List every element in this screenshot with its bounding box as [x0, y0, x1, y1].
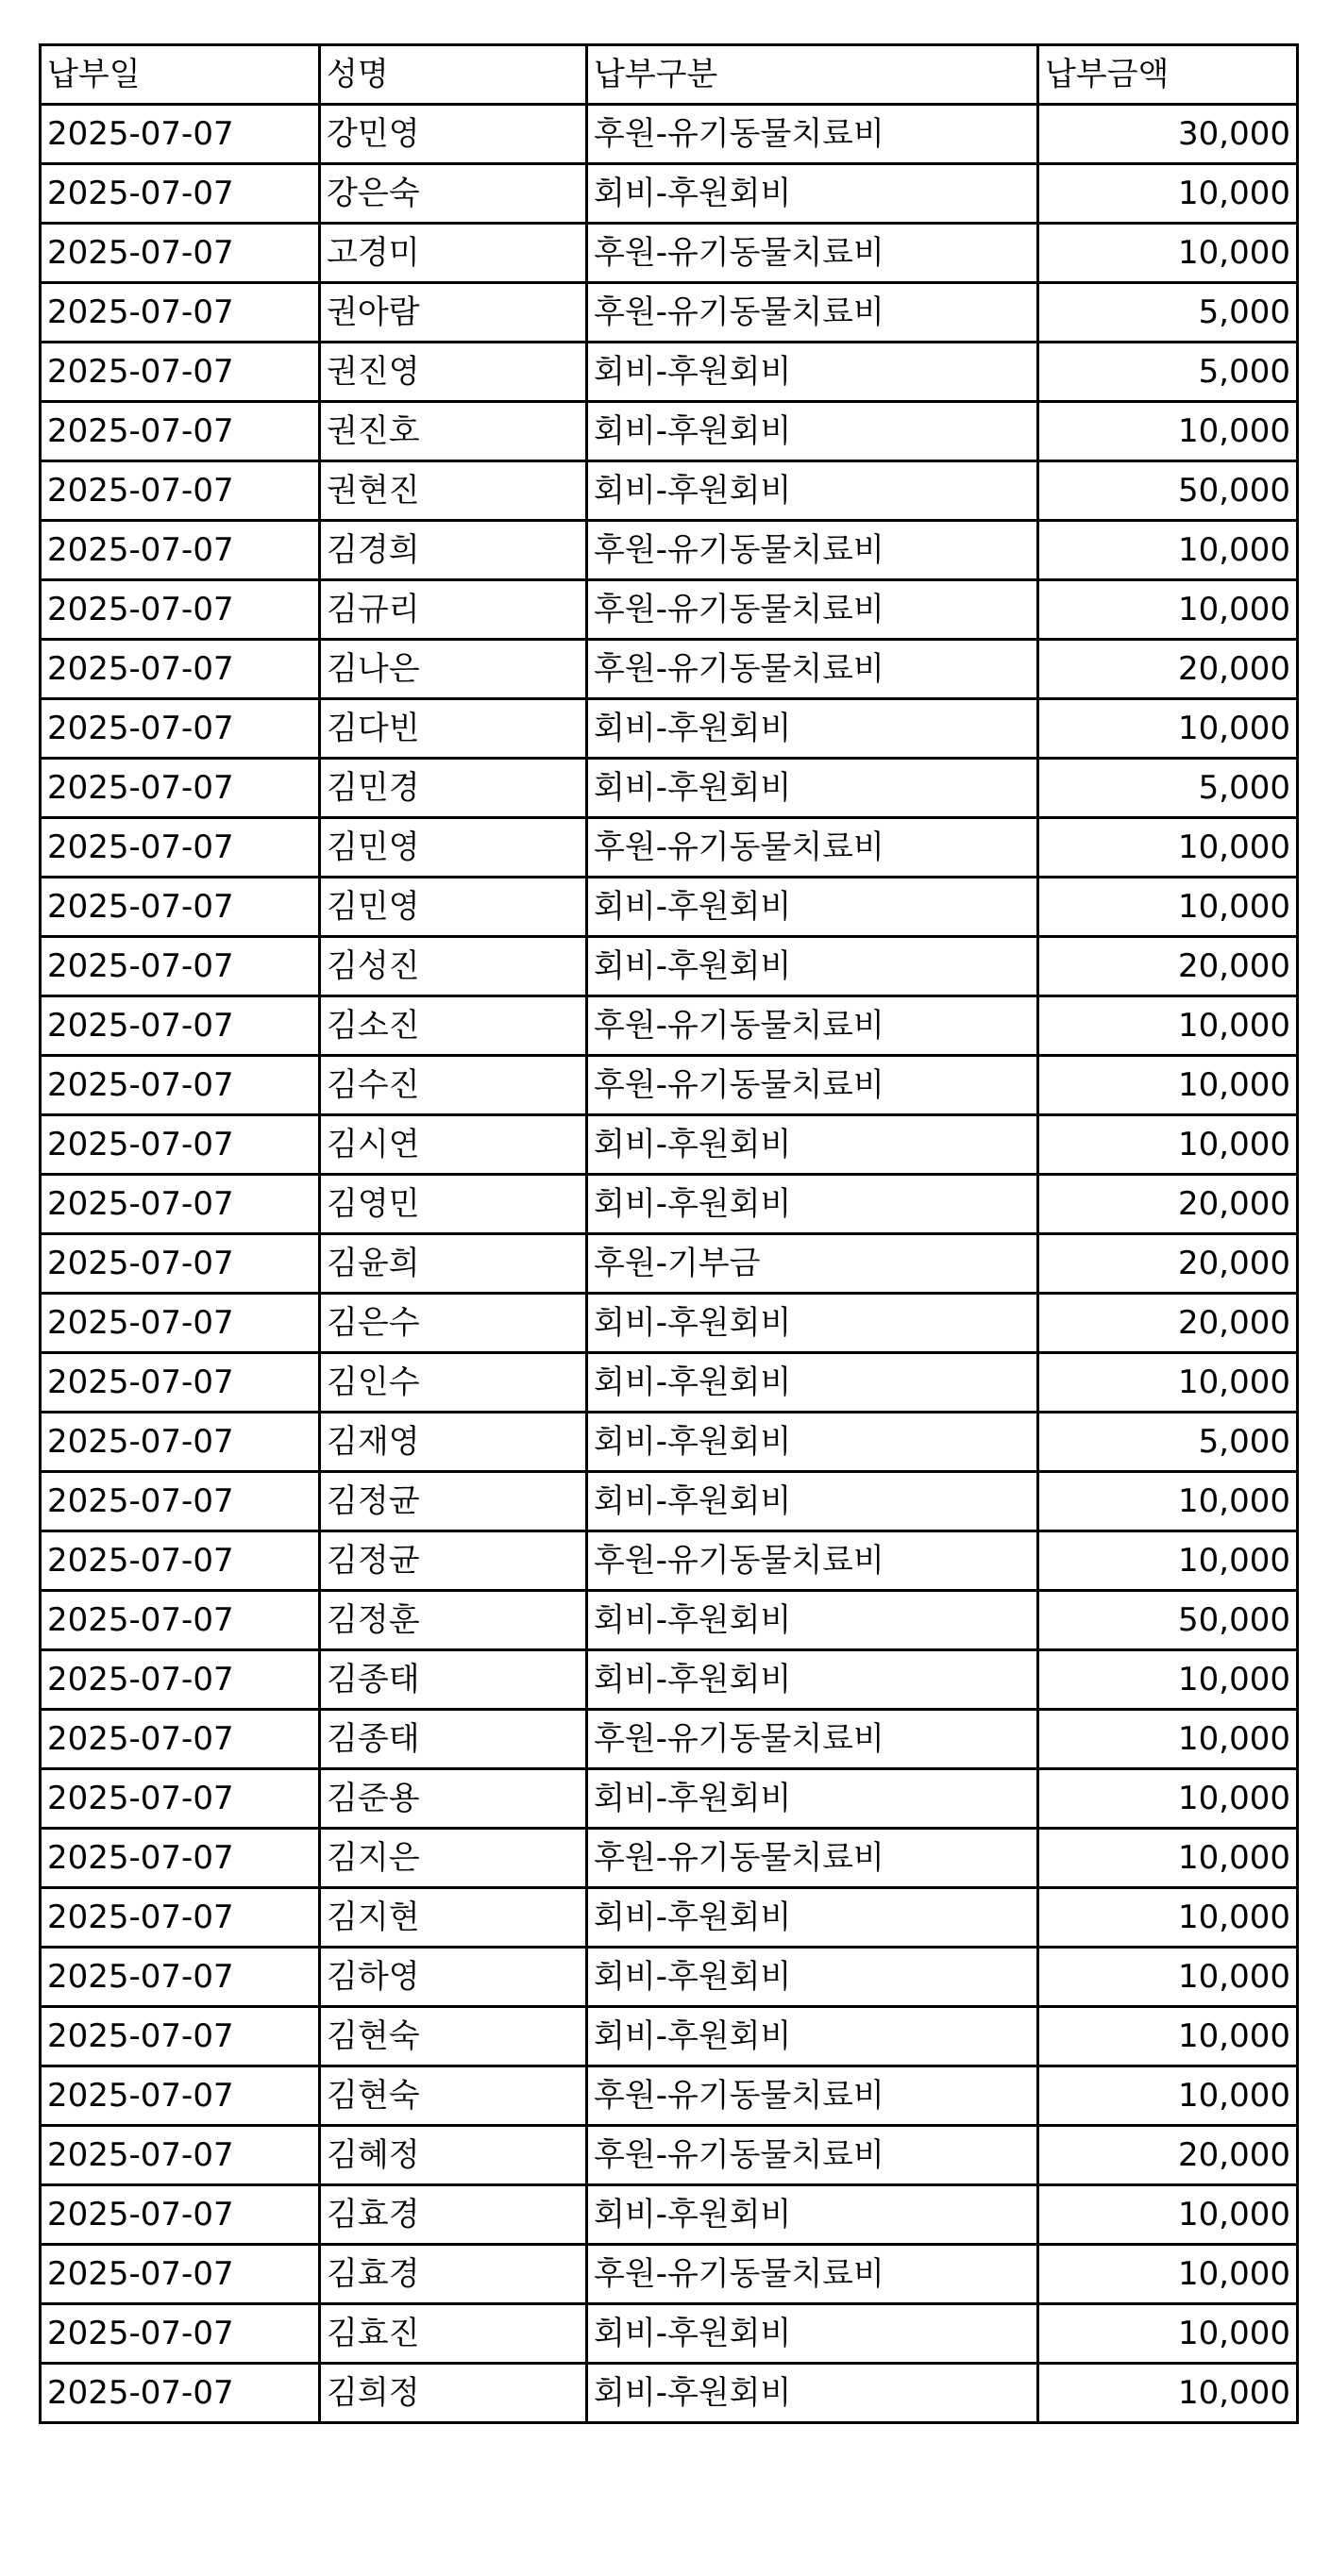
cell-payment-type: 후원-유기동물치료비 — [587, 1710, 1038, 1769]
cell-payment-amount: 10,000 — [1038, 1829, 1298, 1888]
cell-payment-type: 회비-후원회비 — [587, 1353, 1038, 1413]
cell-name: 김혜정 — [320, 2126, 587, 2185]
cell-payment-date: 2025-07-07 — [41, 521, 320, 580]
table-row — [41, 164, 1298, 224]
cell-name: 권아람 — [320, 283, 587, 343]
cell-payment-type: 회비-후원회비 — [587, 2364, 1038, 2423]
table-row — [41, 283, 1298, 343]
cell-payment-date: 2025-07-07 — [41, 1650, 320, 1710]
cell-name: 김다빈 — [320, 699, 587, 759]
cell-name: 권현진 — [320, 461, 587, 521]
header-name: 성명 — [320, 45, 587, 105]
cell-payment-type: 회비-후원회비 — [587, 1472, 1038, 1531]
table-row — [41, 1472, 1298, 1531]
cell-name: 김종태 — [320, 1650, 587, 1710]
cell-payment-date: 2025-07-07 — [41, 2304, 320, 2364]
cell-payment-amount: 5,000 — [1038, 1413, 1298, 1472]
cell-payment-amount: 10,000 — [1038, 580, 1298, 640]
cell-payment-amount: 10,000 — [1038, 1472, 1298, 1531]
cell-payment-date: 2025-07-07 — [41, 2245, 320, 2304]
cell-payment-amount: 10,000 — [1038, 1948, 1298, 2007]
table-row — [41, 759, 1298, 818]
cell-payment-type: 회비-후원회비 — [587, 1294, 1038, 1353]
cell-name: 강민영 — [320, 105, 587, 164]
cell-name: 김준용 — [320, 1769, 587, 1829]
header-payment-amount: 납부금액 — [1038, 45, 1298, 105]
cell-payment-type: 회비-후원회비 — [587, 2304, 1038, 2364]
cell-name: 김정균 — [320, 1531, 587, 1591]
cell-payment-type: 회비-후원회비 — [587, 1413, 1038, 1472]
cell-payment-amount: 10,000 — [1038, 1710, 1298, 1769]
cell-payment-date: 2025-07-07 — [41, 2007, 320, 2066]
cell-payment-type: 후원-유기동물치료비 — [587, 640, 1038, 699]
cell-payment-type: 회비-후원회비 — [587, 1175, 1038, 1234]
cell-payment-date: 2025-07-07 — [41, 1888, 320, 1948]
table-row — [41, 2364, 1298, 2423]
cell-payment-date: 2025-07-07 — [41, 283, 320, 343]
cell-name: 김지은 — [320, 1829, 587, 1888]
cell-payment-date: 2025-07-07 — [41, 1591, 320, 1650]
cell-payment-type: 회비-후원회비 — [587, 1650, 1038, 1710]
table-row — [41, 640, 1298, 699]
cell-payment-date: 2025-07-07 — [41, 1948, 320, 2007]
cell-payment-amount: 10,000 — [1038, 996, 1298, 1056]
cell-payment-date: 2025-07-07 — [41, 2126, 320, 2185]
cell-payment-amount: 10,000 — [1038, 818, 1298, 878]
cell-name: 김종태 — [320, 1710, 587, 1769]
cell-payment-date: 2025-07-07 — [41, 818, 320, 878]
table-row — [41, 1948, 1298, 2007]
cell-payment-date: 2025-07-07 — [41, 2364, 320, 2423]
cell-payment-date: 2025-07-07 — [41, 461, 320, 521]
cell-payment-type: 회비-후원회비 — [587, 461, 1038, 521]
table-row — [41, 1234, 1298, 1294]
cell-payment-date: 2025-07-07 — [41, 878, 320, 937]
table-row — [41, 1175, 1298, 1234]
cell-payment-amount: 10,000 — [1038, 1531, 1298, 1591]
cell-payment-type: 회비-후원회비 — [587, 759, 1038, 818]
cell-name: 김은수 — [320, 1294, 587, 1353]
cell-payment-type: 후원-유기동물치료비 — [587, 818, 1038, 878]
cell-payment-date: 2025-07-07 — [41, 759, 320, 818]
cell-payment-type: 후원-유기동물치료비 — [587, 1531, 1038, 1591]
table-row — [41, 1650, 1298, 1710]
cell-payment-date: 2025-07-07 — [41, 1175, 320, 1234]
cell-payment-type: 회비-후원회비 — [587, 1888, 1038, 1948]
cell-payment-amount: 20,000 — [1038, 937, 1298, 996]
cell-payment-type: 회비-후원회비 — [587, 1115, 1038, 1175]
cell-payment-amount: 10,000 — [1038, 1056, 1298, 1115]
table-row — [41, 1531, 1298, 1591]
cell-payment-type: 회비-후원회비 — [587, 1948, 1038, 2007]
cell-name: 김나은 — [320, 640, 587, 699]
table-row — [41, 1591, 1298, 1650]
table-row — [41, 2066, 1298, 2126]
table-row — [41, 343, 1298, 402]
table-row — [41, 2126, 1298, 2185]
table-row — [41, 1115, 1298, 1175]
cell-payment-amount: 20,000 — [1038, 1175, 1298, 1234]
cell-payment-date: 2025-07-07 — [41, 1829, 320, 1888]
table-row — [41, 1710, 1298, 1769]
cell-name: 김희정 — [320, 2364, 587, 2423]
table-row — [41, 1829, 1298, 1888]
table-row — [41, 1056, 1298, 1115]
cell-payment-date: 2025-07-07 — [41, 2066, 320, 2126]
cell-payment-date: 2025-07-07 — [41, 996, 320, 1056]
cell-payment-amount: 50,000 — [1038, 461, 1298, 521]
cell-payment-amount: 10,000 — [1038, 1115, 1298, 1175]
table-row — [41, 1294, 1298, 1353]
cell-name: 김인수 — [320, 1353, 587, 1413]
cell-payment-type: 후원-유기동물치료비 — [587, 105, 1038, 164]
cell-payment-amount: 10,000 — [1038, 2304, 1298, 2364]
cell-payment-amount: 30,000 — [1038, 105, 1298, 164]
table-row — [41, 2304, 1298, 2364]
cell-payment-type: 회비-후원회비 — [587, 343, 1038, 402]
cell-payment-type: 회비-후원회비 — [587, 878, 1038, 937]
table-row — [41, 699, 1298, 759]
cell-payment-type: 후원-유기동물치료비 — [587, 521, 1038, 580]
cell-payment-type: 회비-후원회비 — [587, 2007, 1038, 2066]
table-row — [41, 461, 1298, 521]
cell-name: 김효경 — [320, 2185, 587, 2245]
cell-payment-date: 2025-07-07 — [41, 1769, 320, 1829]
header-payment-date: 납부일 — [41, 45, 320, 105]
cell-payment-date: 2025-07-07 — [41, 1472, 320, 1531]
payment-table — [39, 43, 1299, 2424]
cell-payment-amount: 10,000 — [1038, 2364, 1298, 2423]
cell-payment-date: 2025-07-07 — [41, 224, 320, 283]
cell-payment-date: 2025-07-07 — [41, 1531, 320, 1591]
cell-payment-amount: 10,000 — [1038, 1769, 1298, 1829]
table-row — [41, 937, 1298, 996]
cell-payment-date: 2025-07-07 — [41, 402, 320, 461]
cell-name: 김경희 — [320, 521, 587, 580]
cell-payment-date: 2025-07-07 — [41, 164, 320, 224]
cell-payment-date: 2025-07-07 — [41, 1056, 320, 1115]
table-row — [41, 2245, 1298, 2304]
cell-payment-amount: 10,000 — [1038, 699, 1298, 759]
cell-name: 김하영 — [320, 1948, 587, 2007]
cell-payment-amount: 20,000 — [1038, 640, 1298, 699]
cell-payment-type: 회비-후원회비 — [587, 1591, 1038, 1650]
cell-payment-date: 2025-07-07 — [41, 1115, 320, 1175]
cell-name: 김민영 — [320, 818, 587, 878]
cell-payment-amount: 10,000 — [1038, 2066, 1298, 2126]
cell-payment-amount: 20,000 — [1038, 2126, 1298, 2185]
cell-payment-type: 후원-유기동물치료비 — [587, 1056, 1038, 1115]
cell-payment-amount: 10,000 — [1038, 1650, 1298, 1710]
cell-name: 권진호 — [320, 402, 587, 461]
table-row — [41, 2185, 1298, 2245]
cell-payment-date: 2025-07-07 — [41, 1234, 320, 1294]
cell-payment-date: 2025-07-07 — [41, 1413, 320, 1472]
table-row — [41, 1353, 1298, 1413]
table-row — [41, 224, 1298, 283]
cell-payment-amount: 20,000 — [1038, 1234, 1298, 1294]
cell-payment-type: 후원-유기동물치료비 — [587, 283, 1038, 343]
table-row — [41, 2007, 1298, 2066]
cell-name: 김규리 — [320, 580, 587, 640]
cell-name: 김현숙 — [320, 2007, 587, 2066]
cell-payment-amount: 10,000 — [1038, 164, 1298, 224]
header-payment-type: 납부구분 — [587, 45, 1038, 105]
cell-payment-type: 후원-유기동물치료비 — [587, 996, 1038, 1056]
cell-name: 김소진 — [320, 996, 587, 1056]
cell-name: 김윤희 — [320, 1234, 587, 1294]
cell-name: 김효경 — [320, 2245, 587, 2304]
cell-payment-date: 2025-07-07 — [41, 640, 320, 699]
cell-payment-amount: 10,000 — [1038, 402, 1298, 461]
cell-payment-amount: 10,000 — [1038, 878, 1298, 937]
cell-payment-type: 후원-유기동물치료비 — [587, 2126, 1038, 2185]
cell-name: 김영민 — [320, 1175, 587, 1234]
cell-name: 권진영 — [320, 343, 587, 402]
table-row — [41, 105, 1298, 164]
cell-name: 김정균 — [320, 1472, 587, 1531]
cell-name: 김정훈 — [320, 1591, 587, 1650]
cell-payment-date: 2025-07-07 — [41, 699, 320, 759]
cell-name: 김시연 — [320, 1115, 587, 1175]
cell-payment-type: 회비-후원회비 — [587, 164, 1038, 224]
cell-name: 김민영 — [320, 878, 587, 937]
table-row — [41, 996, 1298, 1056]
cell-payment-amount: 20,000 — [1038, 1294, 1298, 1353]
cell-name: 김성진 — [320, 937, 587, 996]
cell-payment-type: 회비-후원회비 — [587, 1769, 1038, 1829]
table-row — [41, 521, 1298, 580]
cell-payment-type: 회비-후원회비 — [587, 937, 1038, 996]
cell-payment-type: 후원-유기동물치료비 — [587, 2245, 1038, 2304]
cell-payment-amount: 10,000 — [1038, 2185, 1298, 2245]
table-header-row — [41, 45, 1298, 105]
table-row — [41, 1769, 1298, 1829]
cell-payment-amount: 10,000 — [1038, 224, 1298, 283]
cell-payment-date: 2025-07-07 — [41, 1710, 320, 1769]
cell-payment-date: 2025-07-07 — [41, 580, 320, 640]
cell-name: 강은숙 — [320, 164, 587, 224]
cell-payment-date: 2025-07-07 — [41, 343, 320, 402]
cell-payment-type: 회비-후원회비 — [587, 402, 1038, 461]
cell-payment-amount: 10,000 — [1038, 1353, 1298, 1413]
cell-payment-amount: 5,000 — [1038, 283, 1298, 343]
cell-payment-type: 후원-기부금 — [587, 1234, 1038, 1294]
cell-payment-type: 후원-유기동물치료비 — [587, 224, 1038, 283]
cell-name: 고경미 — [320, 224, 587, 283]
cell-name: 김민경 — [320, 759, 587, 818]
cell-payment-type: 후원-유기동물치료비 — [587, 1829, 1038, 1888]
cell-payment-amount: 50,000 — [1038, 1591, 1298, 1650]
cell-name: 김재영 — [320, 1413, 587, 1472]
cell-payment-date: 2025-07-07 — [41, 937, 320, 996]
cell-payment-type: 회비-후원회비 — [587, 2185, 1038, 2245]
cell-payment-amount: 10,000 — [1038, 2007, 1298, 2066]
cell-payment-date: 2025-07-07 — [41, 1294, 320, 1353]
cell-name: 김현숙 — [320, 2066, 587, 2126]
cell-payment-amount: 10,000 — [1038, 2245, 1298, 2304]
table-row — [41, 580, 1298, 640]
cell-payment-amount: 10,000 — [1038, 521, 1298, 580]
cell-payment-amount: 5,000 — [1038, 759, 1298, 818]
cell-payment-type: 회비-후원회비 — [587, 699, 1038, 759]
table-row — [41, 878, 1298, 937]
cell-payment-type: 후원-유기동물치료비 — [587, 2066, 1038, 2126]
cell-payment-amount: 5,000 — [1038, 343, 1298, 402]
table-row — [41, 1888, 1298, 1948]
table-row — [41, 818, 1298, 878]
cell-payment-date: 2025-07-07 — [41, 105, 320, 164]
table-row — [41, 1413, 1298, 1472]
cell-payment-date: 2025-07-07 — [41, 2185, 320, 2245]
table-row — [41, 402, 1298, 461]
cell-name: 김효진 — [320, 2304, 587, 2364]
cell-payment-date: 2025-07-07 — [41, 1353, 320, 1413]
cell-name: 김지현 — [320, 1888, 587, 1948]
cell-payment-type: 후원-유기동물치료비 — [587, 580, 1038, 640]
cell-payment-amount: 10,000 — [1038, 1888, 1298, 1948]
cell-name: 김수진 — [320, 1056, 587, 1115]
